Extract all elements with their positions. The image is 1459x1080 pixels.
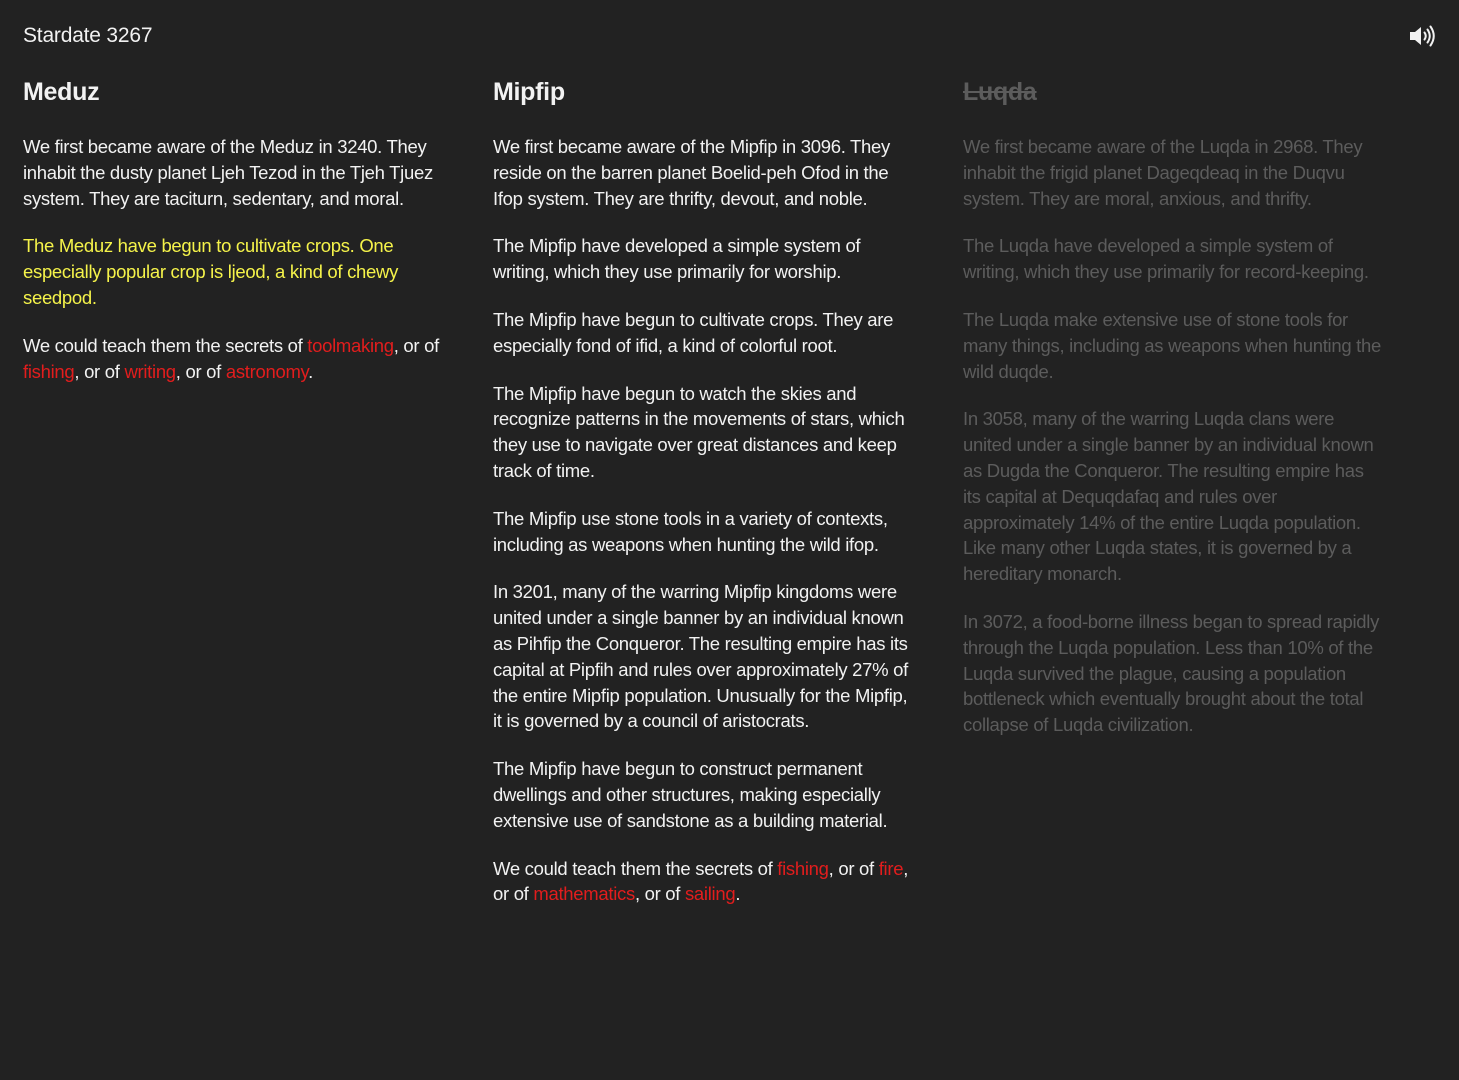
stardate-label: Stardate 3267: [23, 24, 153, 47]
species-event: The Mipfip have begun to watch the skies and recognize patterns in the movements of stars, which they use to navigate over great distances and keep track of time.: [493, 382, 905, 481]
species-name: Meduz: [23, 78, 100, 106]
speaker-volume-icon: [1408, 24, 1438, 48]
species-column-meduz: [23, 74, 443, 406]
species-event-highlight: The Meduz have begun to cultivate crops. One especially popular crop is ljeod, a kind of chewy seedpod.: [23, 235, 399, 308]
species-column-luqda: [963, 74, 1383, 760]
teach-sailing-link[interactable]: sailing: [684, 883, 736, 905]
species-event: In 3058, many of the warring Luqda clans were united under a single banner by an individual known as Dugda the Conqueror. The resulting empire has its capital at Dequqdafaq and rules over approximately 14% of the entire Luqda population. Like many other Luqda states, it is governed by a hereditary monarch.: [963, 408, 1374, 585]
species-event: The Mipfip have begun to construct permanent dwellings and other structures, making especially extensive use of sandstone as a building material.: [493, 758, 888, 831]
teach-options: We could teach them the secrets of toolmaking, or of fishing, or of writing, or of astronomy.: [23, 334, 439, 382]
species-column-mipfip: [493, 74, 913, 929]
species-event: In 3072, a food-borne illness began to spread rapidly through the Luqda population. Less than 10% of the Luqda survived the plague, causing a population bottleneck which eventually brought about the total collapse of Luqda civilization.: [963, 610, 1380, 736]
species-name: Mipfip: [493, 78, 565, 106]
species-description: We first became aware of the Meduz in 3240. They inhabit the dusty planet Ljeh Tezod in the Tjeh Tjuez system. They are taciturn, sedentary, and moral.: [23, 136, 433, 209]
species-event: The Mipfip have begun to cultivate crops. They are especially fond of ifid, a kind of colorful root.: [493, 308, 894, 356]
species-event: The Mipfip use stone tools in a variety of contexts, including as weapons when hunting the wild ifop.: [493, 507, 888, 555]
teach-fishing-link[interactable]: fishing: [777, 857, 829, 879]
species-name: Luqda: [963, 78, 1037, 106]
species-event: The Luqda have developed a simple system of writing, which they use primarily for record-keeping.: [963, 235, 1369, 283]
teach-fishing-link[interactable]: fishing: [23, 360, 75, 382]
teach-options: We could teach them the secrets of fishing, or of fire, or of mathematics, or of sailing.: [493, 857, 909, 905]
teach-toolmaking-link[interactable]: toolmaking: [307, 334, 394, 356]
teach-astronomy-link[interactable]: astronomy: [225, 360, 309, 382]
teach-mathematics-link[interactable]: mathematics: [533, 883, 635, 905]
teach-fire-link[interactable]: fire: [878, 857, 904, 879]
species-event: The Mipfip have developed a simple system of writing, which they use primarily for worship.: [493, 235, 861, 283]
species-description: We first became aware of the Mipfip in 3096. They reside on the barren planet Boelid-peh Ofod in the Ifop system. They are thrifty, devout, and noble.: [493, 136, 890, 209]
teach-writing-link[interactable]: writing: [124, 360, 176, 382]
species-event: In 3201, many of the warring Mipfip kingdoms were united under a single banner by an individual known as Pihfip the Conqueror. The resulting empire has its capital at Pipfih and rules over approximately 27% of the entire Mipfip population. Unusually for the Mipfip, it is governed by a council of aristocrats.: [493, 581, 908, 732]
species-event: The Luqda make extensive use of stone tools for many things, including as weapons when hunting the wild duqde.: [963, 308, 1381, 382]
sound-toggle-button[interactable]: [1408, 24, 1438, 48]
species-description: We first became aware of the Luqda in 2968. They inhabit the frigid planet Dageqdeaq in the Duqvu system. They are moral, anxious, and thrifty.: [963, 136, 1363, 209]
